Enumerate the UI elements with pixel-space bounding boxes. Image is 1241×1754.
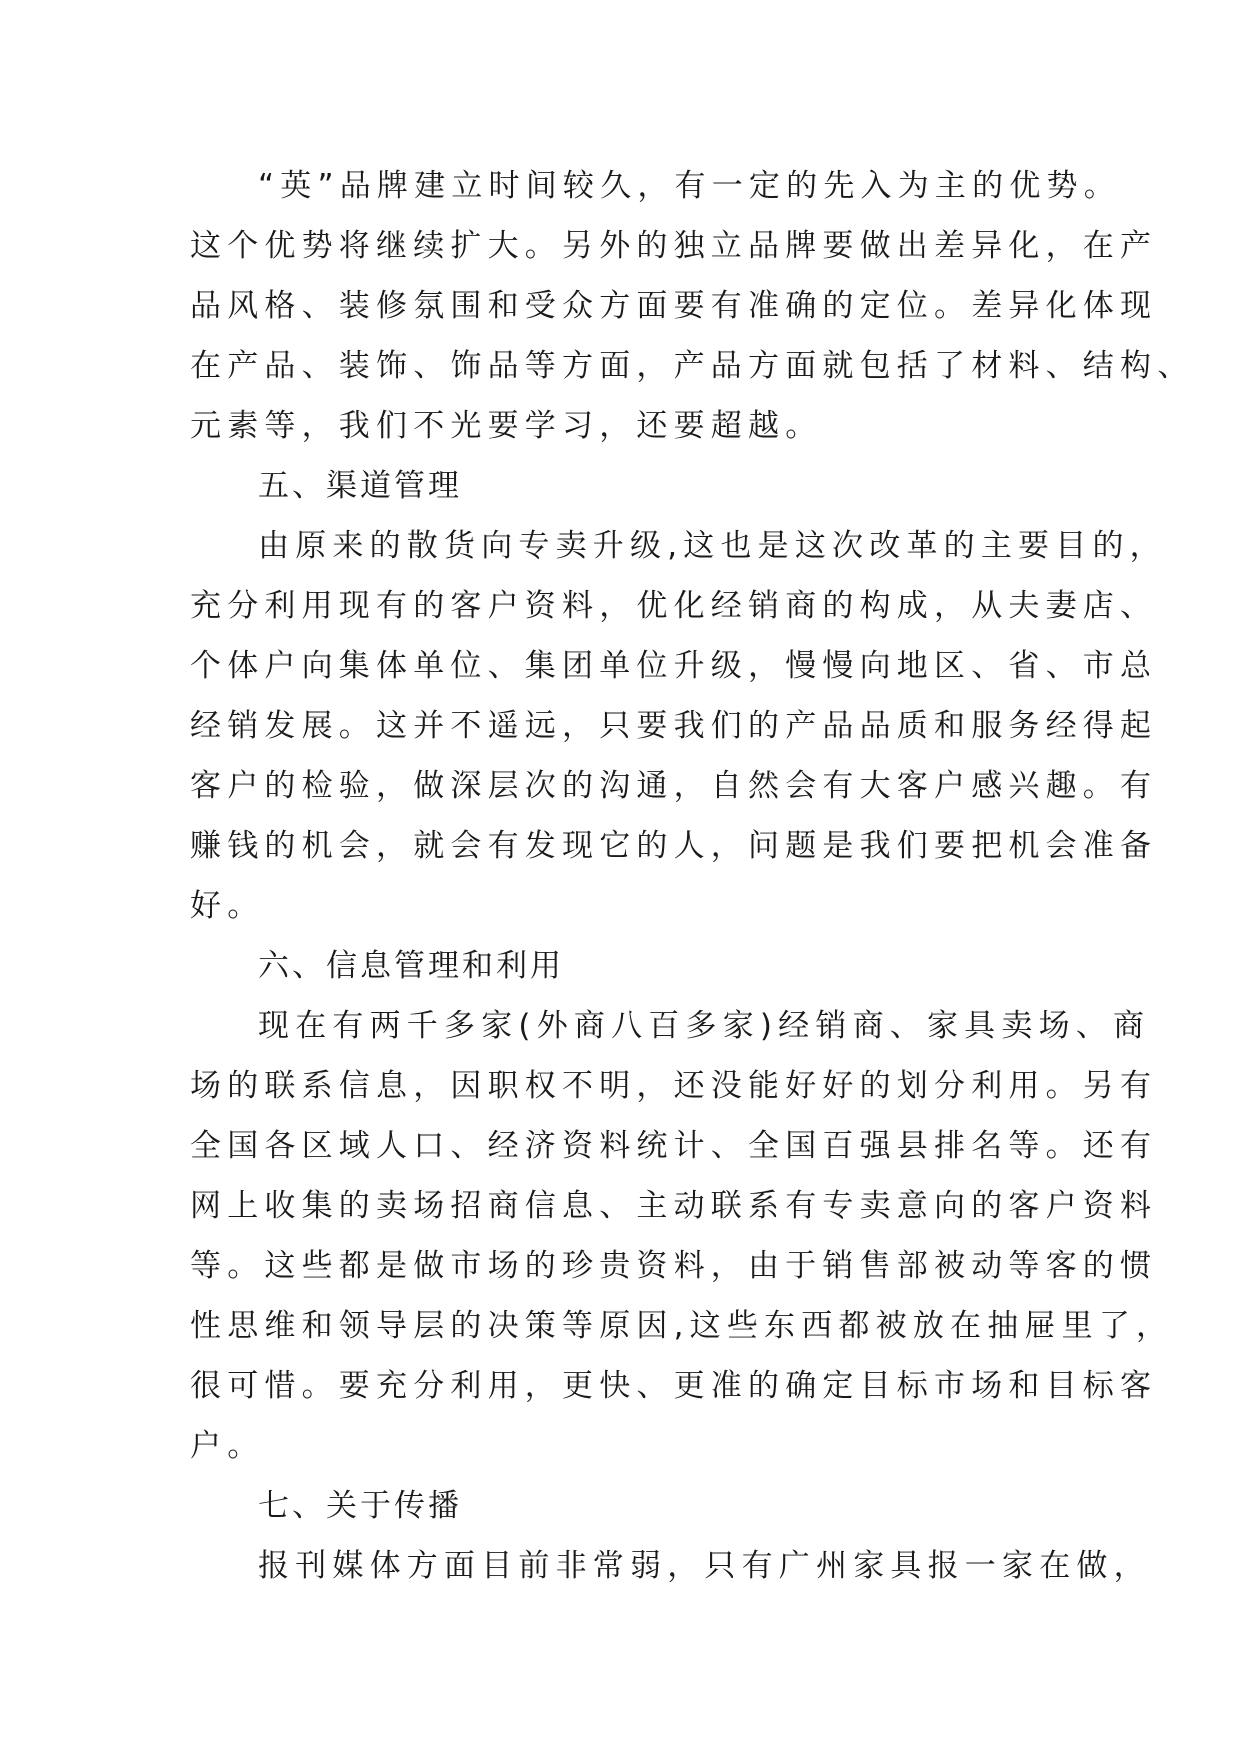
paragraph-line: 等。这些都是做市场的珍贵资料，由于销售部被动等客的惯 bbox=[190, 1248, 1158, 1284]
paragraph-line: 品风格、装修氛围和受众方面要有准确的定位。差异化体现 bbox=[190, 288, 1158, 324]
paragraph-line: 好。 bbox=[190, 888, 265, 924]
paragraph-line: 场的联系信息，因职权不明，还没能好好的划分利用。另有 bbox=[190, 1068, 1158, 1104]
paragraph-line: 户。 bbox=[190, 1428, 265, 1464]
paragraph-line: 充分利用现有的客户资料，优化经销商的构成，从夫妻店、 bbox=[190, 588, 1158, 624]
section-heading: 七、关于传播 bbox=[258, 1488, 462, 1524]
paragraph-line: 这个优势将继续扩大。另外的独立品牌要做出差异化，在产 bbox=[190, 228, 1158, 264]
paragraph-line: 赚钱的机会，就会有发现它的人，问题是我们要把机会准备 bbox=[190, 828, 1158, 864]
paragraph-line: 现在有两千多家(外商八百多家)经销商、家具卖场、商 bbox=[258, 1008, 1151, 1044]
section-heading: 五、渠道管理 bbox=[258, 468, 462, 504]
paragraph-line: 客户的检验，做深层次的沟通，自然会有大客户感兴趣。有 bbox=[190, 768, 1158, 804]
paragraph-line: 个体户向集体单位、集团单位升级，慢慢向地区、省、市总 bbox=[190, 648, 1158, 684]
paragraph-line: 经销发展。这并不遥远，只要我们的产品品质和服务经得起 bbox=[190, 708, 1158, 744]
paragraph-line: 由原来的散货向专卖升级,这也是这次改革的主要目的， bbox=[258, 528, 1167, 564]
section-heading: 六、信息管理和利用 bbox=[258, 948, 564, 984]
paragraph-line: 网上收集的卖场招商信息、主动联系有专卖意向的客户资料 bbox=[190, 1188, 1158, 1224]
paragraph-line: 报刊媒体方面目前非常弱，只有广州家具报一家在做， bbox=[258, 1548, 1151, 1584]
paragraph-line: 全国各区域人口、经济资料统计、全国百强县排名等。还有 bbox=[190, 1128, 1158, 1164]
paragraph-line: “英”品牌建立时间较久，有一定的先入为主的优势。 bbox=[258, 168, 1121, 204]
paragraph-line: 在产品、装饰、饰品等方面，产品方面就包括了材料、结构、 bbox=[190, 348, 1195, 384]
paragraph-line: 元素等，我们不光要学习，还要超越。 bbox=[190, 408, 823, 444]
paragraph-line: 性思维和领导层的决策等原因,这些东西都被放在抽屉里了， bbox=[190, 1308, 1174, 1344]
paragraph-line: 很可惜。要充分利用，更快、更准的确定目标市场和目标客 bbox=[190, 1368, 1158, 1404]
